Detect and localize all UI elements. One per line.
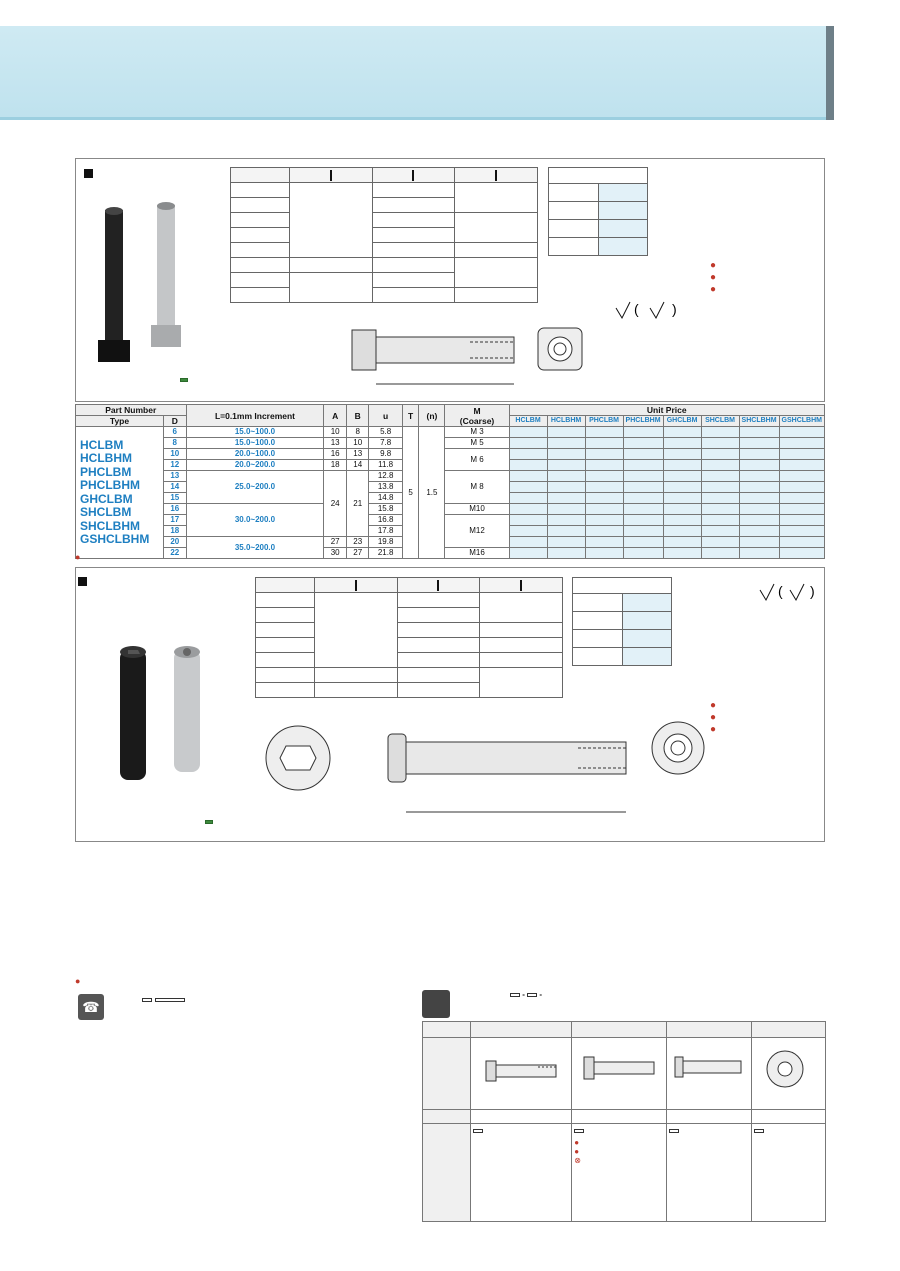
tol-d: [549, 184, 599, 202]
tol-d: [573, 612, 623, 630]
a-cell: 10: [324, 427, 347, 438]
material-cell: [315, 593, 398, 668]
hardness-cell: [397, 623, 480, 638]
section1-type-table: [230, 167, 538, 303]
section1-price-table: [75, 404, 825, 559]
alt-hc-drawing: [751, 1038, 825, 1110]
th-dim: T: [402, 405, 419, 427]
price-cell: [585, 537, 623, 548]
type-row: [256, 638, 315, 653]
price-cell: [509, 427, 547, 438]
hardness-cell: [372, 198, 455, 213]
d-cell: 12: [164, 460, 187, 471]
material-cell: [290, 258, 373, 273]
b-cell: 14: [346, 460, 369, 471]
a-cell: 16: [324, 449, 347, 460]
price-cell: [585, 526, 623, 537]
alt-lkc-drawing: [667, 1038, 752, 1110]
price-cell: [739, 471, 779, 482]
th-d: D: [164, 416, 187, 427]
u-cell: 16.8: [369, 515, 402, 526]
price-cell: [623, 493, 663, 504]
table-row: [76, 471, 825, 482]
th-type: [256, 578, 315, 593]
a-cell: 18: [324, 460, 347, 471]
hardness-cell: [372, 183, 455, 198]
price-cell: [779, 515, 824, 526]
tol-title: [573, 578, 672, 594]
price-cell: [701, 471, 739, 482]
material-cell: [290, 183, 373, 258]
th-dim: A: [324, 405, 347, 427]
n-cell: 1.5: [419, 427, 445, 559]
price-cell: [585, 449, 623, 460]
tol-val: [622, 612, 672, 630]
price-cell: [585, 438, 623, 449]
hardness-cell: [397, 653, 480, 668]
price-cell: [623, 537, 663, 548]
u-cell: 11.8: [369, 460, 402, 471]
alt-col: [751, 1022, 825, 1038]
price-cell: [663, 449, 701, 460]
price-cell: [739, 515, 779, 526]
price-cell: [779, 482, 824, 493]
alt-code: [751, 1110, 825, 1124]
tol-val: [598, 184, 648, 202]
price-cell: [779, 460, 824, 471]
tol-val: [622, 630, 672, 648]
th-type: Type: [76, 416, 164, 427]
price-cell: [739, 526, 779, 537]
hardness-cell: [397, 593, 480, 608]
m-cell: M 5: [445, 438, 509, 449]
tol-val: [622, 594, 672, 612]
price-cell: [509, 526, 547, 537]
l-cell: 20.0~200.0: [186, 460, 324, 471]
price-cell: [663, 548, 701, 559]
price-cell: [739, 504, 779, 515]
u-cell: 15.8: [369, 504, 402, 515]
alt-row-spec: [423, 1124, 471, 1222]
table-row: [76, 438, 825, 449]
tol-d: [573, 630, 623, 648]
m-cell: M10: [445, 504, 509, 515]
m-cell: M12: [445, 515, 509, 548]
section1-tolerance-table: [548, 167, 648, 256]
u-cell: 19.8: [369, 537, 402, 548]
alt-hc-spec: [751, 1124, 825, 1222]
price-cell: [547, 537, 585, 548]
b-cell: 10: [346, 438, 369, 449]
t-cell: 5: [402, 427, 419, 559]
u-cell: 7.8: [369, 438, 402, 449]
section2-tolerance-table: [572, 577, 672, 666]
tol-d: [549, 220, 599, 238]
price-cell: [739, 493, 779, 504]
b-cell: 21: [346, 471, 369, 537]
th-price-col: HCLBHM: [547, 416, 585, 427]
price-cell: [779, 548, 824, 559]
price-cell: [739, 449, 779, 460]
price-cell: [739, 460, 779, 471]
price-cell: [623, 482, 663, 493]
alterations-icon: [422, 990, 450, 1018]
l-cell: 35.0~200.0: [186, 537, 324, 559]
price-cell: [547, 493, 585, 504]
th-price-col: HCLBM: [509, 416, 547, 427]
ordering-example: [142, 1010, 202, 1030]
type-row: [256, 608, 315, 623]
l-cell: 30.0~200.0: [186, 504, 324, 537]
price-cell: [509, 515, 547, 526]
b-cell: 13: [346, 449, 369, 460]
th-price-col: PHCLBM: [585, 416, 623, 427]
price-cell: [585, 515, 623, 526]
price-cell: [623, 471, 663, 482]
price-cell: [663, 427, 701, 438]
u-cell: 21.8: [369, 548, 402, 559]
hardness-cell: [372, 258, 455, 273]
th-price-col: PHCLBHM: [623, 416, 663, 427]
price-cell: [739, 438, 779, 449]
section2-type-table: [255, 577, 563, 698]
price-cell: [547, 460, 585, 471]
type-list-cell: HCLBM HCLBHM PHCLBM PHCLBHM GHCLBM SHCLBM SHCLBHM GSHCLBHM: [76, 427, 164, 559]
price-cell: [663, 515, 701, 526]
price-cell: [663, 460, 701, 471]
hardness-cell: [397, 638, 480, 653]
m-cell: M 6: [445, 449, 509, 471]
hardness-cell: [397, 668, 480, 683]
alt-tc-drawing: [572, 1038, 667, 1110]
price-cell: [547, 482, 585, 493]
d-cell: 6: [164, 427, 187, 438]
price-cell: [547, 471, 585, 482]
material-cell: [290, 273, 373, 303]
price-cell: [779, 449, 824, 460]
th-material: [290, 168, 373, 183]
d-cell: 20: [164, 537, 187, 548]
surface-cell: [455, 183, 538, 213]
tol-title: [549, 168, 648, 184]
price-note-2: ●: [75, 976, 81, 986]
type-row: [231, 243, 290, 258]
alt-col: [572, 1022, 667, 1038]
alt-code: [667, 1110, 752, 1124]
tol-d: [573, 648, 623, 666]
ordering-header: [142, 994, 185, 1005]
header-tab: [826, 26, 834, 120]
b-cell: 23: [346, 537, 369, 548]
price-cell: [509, 482, 547, 493]
roughness-symbol-2: [756, 578, 826, 604]
rohs-badge-2: [205, 820, 213, 824]
page-header: [0, 26, 826, 120]
price-cell: [663, 482, 701, 493]
price-cell: [701, 449, 739, 460]
th-type: [231, 168, 290, 183]
alt-row-label: [423, 1038, 471, 1110]
th-l: L=0.1mm Increment: [186, 405, 324, 427]
svg-text:): ): [810, 583, 815, 599]
surface-cell: [455, 288, 538, 303]
price-cell: [623, 449, 663, 460]
price-cell: [509, 493, 547, 504]
tol-d: [573, 594, 623, 612]
price-cell: [701, 460, 739, 471]
section2-drawing: [258, 708, 708, 828]
price-cell: [547, 515, 585, 526]
u-cell: 9.8: [369, 449, 402, 460]
u-cell: 14.8: [369, 493, 402, 504]
price-cell: [585, 460, 623, 471]
m-cell: M16: [445, 548, 509, 559]
price-cell: [547, 427, 585, 438]
l-cell: 20.0~100.0: [186, 449, 324, 460]
price-cell: [739, 427, 779, 438]
price-cell: [739, 482, 779, 493]
b-cell: 8: [346, 427, 369, 438]
type-row: [256, 653, 315, 668]
roughness-symbol-1: [612, 296, 692, 322]
price-cell: [663, 471, 701, 482]
th-price-col: GHCLBM: [663, 416, 701, 427]
price-cell: [663, 493, 701, 504]
th-n: (n): [419, 405, 445, 427]
u-cell: 5.8: [369, 427, 402, 438]
tol-val: [598, 220, 648, 238]
th-price-col: SHCLBM: [701, 416, 739, 427]
alt-code: [572, 1110, 667, 1124]
alt-mc-drawing: [471, 1038, 572, 1110]
tol-val: [598, 202, 648, 220]
price-cell: [701, 438, 739, 449]
section2-label: [78, 577, 89, 589]
type-row: [231, 273, 290, 288]
price-cell: [701, 427, 739, 438]
u-cell: 17.8: [369, 526, 402, 537]
th-price-col: GSHCLBHM: [779, 416, 824, 427]
a-cell: 27: [324, 537, 347, 548]
b-cell: 27: [346, 548, 369, 559]
price-cell: [701, 515, 739, 526]
price-cell: [779, 471, 824, 482]
d-cell: 15: [164, 493, 187, 504]
table-row: [76, 504, 825, 515]
price-cell: [779, 537, 824, 548]
price-cell: [779, 427, 824, 438]
d-cell: 17: [164, 515, 187, 526]
type-row: [256, 623, 315, 638]
m-cell: M 3: [445, 427, 509, 438]
price-cell: [585, 427, 623, 438]
type-row: [256, 668, 315, 683]
hardness-cell: [372, 213, 455, 228]
type-row: [231, 213, 290, 228]
alterations-table: [422, 1021, 826, 1222]
price-cell: [623, 526, 663, 537]
alt-tc-spec: ● ● ⊗: [572, 1124, 667, 1222]
alt-row-code: [423, 1110, 471, 1124]
price-cell: [585, 471, 623, 482]
l-cell: 25.0~200.0: [186, 471, 324, 504]
price-cell: [585, 493, 623, 504]
price-cell: [779, 526, 824, 537]
surface-cell: [480, 668, 563, 698]
price-cell: [623, 515, 663, 526]
a-cell: 24: [324, 471, 347, 537]
m-cell: M 8: [445, 471, 509, 504]
u-cell: 13.8: [369, 482, 402, 493]
ordering-icon: ☎: [78, 994, 104, 1020]
d-cell: 18: [164, 526, 187, 537]
surface-cell: [455, 243, 538, 258]
l-cell: 15.0~100.0: [186, 438, 324, 449]
type-row: [231, 258, 290, 273]
d-cell: 16: [164, 504, 187, 515]
type-row: [231, 183, 290, 198]
price-cell: [663, 537, 701, 548]
section1-label: [84, 167, 95, 181]
type-row: [231, 228, 290, 243]
hardness-cell: [397, 608, 480, 623]
price-cell: [623, 427, 663, 438]
th-dim: u: [369, 405, 402, 427]
section1-notes: ● ● ●: [710, 260, 717, 295]
material-cell: [315, 668, 398, 683]
th-dim: B: [346, 405, 369, 427]
th-material: [315, 578, 398, 593]
a-cell: 13: [324, 438, 347, 449]
price-cell: [779, 504, 824, 515]
u-cell: 12.8: [369, 471, 402, 482]
tol-val: [598, 238, 648, 256]
price-cell: [663, 526, 701, 537]
surface-cell: [455, 213, 538, 243]
d-cell: 14: [164, 482, 187, 493]
alt-mc-spec: [471, 1124, 572, 1222]
th-price-col: SHCLBHM: [739, 416, 779, 427]
l-cell: 15.0~100.0: [186, 427, 324, 438]
tol-val: [622, 648, 672, 666]
surface-cell: [455, 258, 538, 288]
th-m: M (Coarse): [445, 405, 509, 427]
surface-cell: [480, 623, 563, 638]
alt-code: [471, 1110, 572, 1124]
price-cell: [701, 482, 739, 493]
price-cell: [547, 504, 585, 515]
price-cell: [701, 548, 739, 559]
alterations-header: - -: [510, 990, 542, 999]
price-cell: [509, 548, 547, 559]
th-hardness: [397, 578, 480, 593]
section1-photo: [95, 195, 195, 370]
th-surface: [455, 168, 538, 183]
hardness-cell: [372, 288, 455, 303]
price-cell: [701, 504, 739, 515]
price-cell: [509, 537, 547, 548]
price-cell: [547, 526, 585, 537]
price-cell: [585, 504, 623, 515]
alt-lkc-spec: [667, 1124, 752, 1222]
rohs-badge-1: [180, 378, 188, 382]
price-cell: [739, 537, 779, 548]
price-cell: [509, 449, 547, 460]
price-cell: [623, 460, 663, 471]
a-cell: 30: [324, 548, 347, 559]
price-cell: [701, 493, 739, 504]
price-cell: [701, 537, 739, 548]
price-cell: [623, 438, 663, 449]
price-cell: [701, 526, 739, 537]
price-cell: [623, 504, 663, 515]
type-row: [231, 288, 290, 303]
price-cell: [585, 548, 623, 559]
d-cell: 10: [164, 449, 187, 460]
price-cell: [509, 438, 547, 449]
th-surface: [480, 578, 563, 593]
hardness-cell: [372, 243, 455, 258]
surface-cell: [480, 653, 563, 668]
section2-photo: [110, 640, 220, 790]
hardness-cell: [372, 228, 455, 243]
tol-d: [549, 202, 599, 220]
price-cell: [663, 504, 701, 515]
surface-cell: [480, 638, 563, 653]
alt-col: [667, 1022, 752, 1038]
th-hardness: [372, 168, 455, 183]
d-cell: 22: [164, 548, 187, 559]
alt-col: [471, 1022, 572, 1038]
price-cell: [739, 548, 779, 559]
price-cell: [509, 471, 547, 482]
d-cell: 13: [164, 471, 187, 482]
section2-notes: ● ● ●: [710, 700, 717, 735]
table-row: [76, 449, 825, 460]
price-cell: [663, 438, 701, 449]
price-cell: [509, 504, 547, 515]
price-cell: [623, 548, 663, 559]
price-cell: [547, 449, 585, 460]
hardness-cell: [397, 683, 480, 698]
price-cell: [779, 438, 824, 449]
svg-text:(: (: [778, 583, 783, 599]
type-row: [256, 593, 315, 608]
tol-d: [549, 238, 599, 256]
hardness-cell: [372, 273, 455, 288]
price-cell: [585, 482, 623, 493]
svg-text:): ): [672, 301, 677, 317]
price-note-1: ●: [75, 552, 81, 562]
price-cell: [779, 493, 824, 504]
surface-cell: [480, 593, 563, 623]
material-cell: [315, 683, 398, 698]
th-part-number: Part Number: [76, 405, 187, 416]
table-row: [76, 427, 825, 438]
svg-text:(: (: [634, 301, 639, 317]
price-cell: [509, 460, 547, 471]
price-cell: [547, 438, 585, 449]
section1-drawing: [240, 302, 610, 394]
d-cell: 8: [164, 438, 187, 449]
th-unit-price: Unit Price: [509, 405, 824, 416]
price-cell: [547, 548, 585, 559]
type-row: [256, 683, 315, 698]
type-row: [231, 198, 290, 213]
